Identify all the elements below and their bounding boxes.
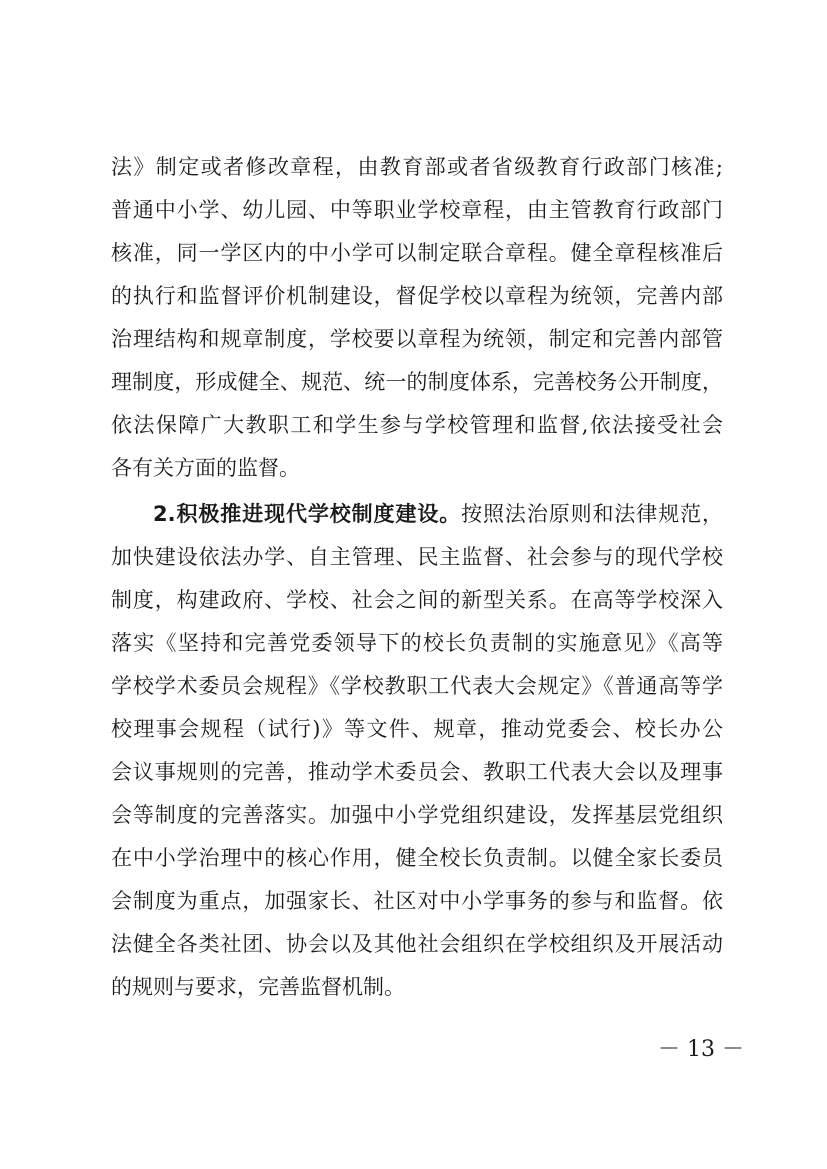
paragraph-line: 学校学术委员会规程》《学校教职工代表大会规定》《普通高等学 (111, 674, 723, 698)
paragraph-line: 的执行和监督评价机制建设，督促学校以章程为统领，完善内部 (111, 284, 723, 308)
paragraph-text: 按照法治原则和法律规范， (461, 502, 723, 526)
paragraph-line: 会制度为重点，加强家长、社区对中小学事务的参与和监督。依 (111, 889, 723, 913)
paragraph-line: 会议事规则的完善，推动学术委员会、教职工代表大会以及理事 (111, 760, 723, 784)
paragraph-line: 各有关方面的监督。 (111, 456, 300, 480)
paragraph-line: 在中小学治理中的核心作用，健全校长负责制。以健全家长委员 (111, 846, 723, 870)
page-number: － 13 － (658, 1037, 744, 1062)
section-number: 2. (153, 502, 176, 526)
paragraph-line: 法》制定或者修改章程，由教育部或者省级教育行政部门核准; (111, 155, 723, 179)
section-heading: 积极推进现代学校制度建设。 (175, 502, 462, 526)
paragraph-line: 加快建设依法办学、自主管理、民主监督、社会参与的现代学校 (111, 545, 723, 569)
paragraph-line: 核准，同一学区内的中小学可以制定联合章程。健全章程核准后 (111, 241, 723, 265)
paragraph-line: 校理事会规程（试行)》等文件、规章，推动党委会、校长办公 (111, 717, 723, 741)
paragraph-line: 理制度，形成健全、规范、统一的制度体系，完善校务公开制度， (111, 370, 723, 394)
paragraph-line: 落实《坚持和完善党委领导下的校长负责制的实施意见》《高等 (111, 631, 723, 655)
paragraph-line: 普通中小学、幼儿园、中等职业学校章程，由主管教育行政部门 (111, 198, 723, 222)
section-heading-line (153, 500, 723, 528)
paragraph-line: 依法保障广大教职工和学生参与学校管理和监督,依法接受社会 (111, 413, 723, 437)
paragraph-line: 治理结构和规章制度，学校要以章程为统领，制定和完善内部管 (111, 327, 723, 351)
paragraph-line: 的规则与要求，完善监督机制。 (111, 975, 405, 999)
paragraph-line: 会等制度的完善落实。加强中小学党组织建设，发挥基层党组织 (111, 803, 723, 827)
paragraph-line: 制度，构建政府、学校、社会之间的新型关系。在高等学校深入 (111, 588, 723, 612)
paragraph-line: 法健全各类社团、协会以及其他社会组织在学校组织及开展活动 (111, 932, 723, 956)
